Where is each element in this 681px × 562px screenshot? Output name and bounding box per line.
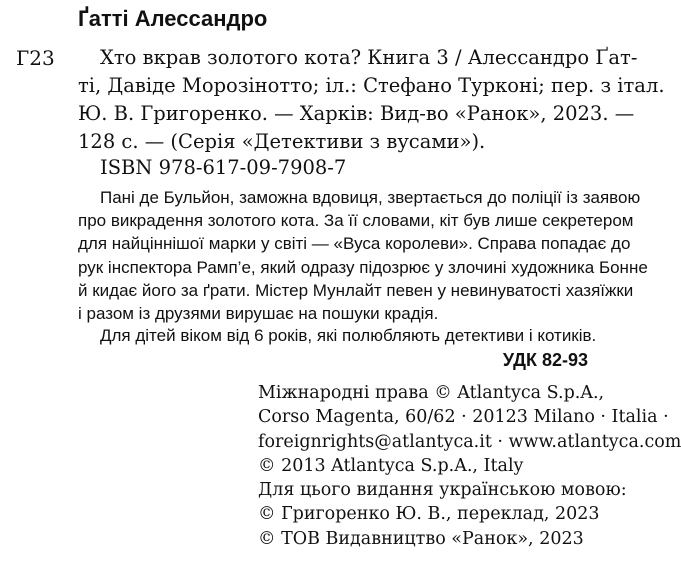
annotation-line: Пані де Бульйон, заможна вдовиця, звертається до поліції із заявою bbox=[100, 188, 641, 207]
bibliographic-line: ті, Давіде Морозінотто; іл.: Стефано Турконі; пер. з італ. bbox=[78, 74, 665, 97]
annotation-line: і разом із друзями вирушає на пошуки крадія. bbox=[78, 304, 439, 324]
rights-block bbox=[258, 381, 681, 551]
rights-line: Міжнародні права © Atlantyca S.p.A., bbox=[258, 383, 605, 403]
annotation-line: й кидає його за ґрати. Містер Мунлайт певен у невинуватості хазяїжки bbox=[78, 280, 634, 300]
annotation-line: рук інспектора Рамп’е, який одразу підозрює у злочині художника Бонне bbox=[78, 257, 648, 277]
bibliographic-line: Хто вкрав золотого кота? Книга 3 / Алессандро Ґат- bbox=[100, 46, 638, 69]
annotation bbox=[78, 186, 648, 325]
rights-line: foreignrights@atlantyca.it · www.atlantyca.com bbox=[258, 431, 681, 452]
annotation-line: про викрадення золотого кота. За її словами, кіт був лише секретером bbox=[78, 211, 634, 231]
udk-code: УДК 82-93 bbox=[502, 350, 588, 370]
rights-line: © ТОВ Видавництво «Ранок», 2023 bbox=[258, 528, 584, 549]
rights-line: Corso Magenta, 60/62 · 20123 Milano · Italia · bbox=[258, 407, 669, 428]
rights-line: Для цього видання українською мовою: bbox=[258, 480, 627, 501]
bibliographic-line: 128 с. — (Серія «Детективи з вусами»). bbox=[78, 130, 486, 153]
bibliographic-line: Ю. В. Григоренко. — Харків: Вид-во «Ранок», 2023. — bbox=[78, 102, 635, 125]
classification-code: Г23 bbox=[16, 46, 55, 70]
annotation-line: для найціннішої марки у світі — «Вуса королеви». Справа попадає до bbox=[78, 234, 631, 254]
bibliographic-description bbox=[78, 44, 665, 156]
rights-line: © 2013 Atlantyca S.p.A., Italy bbox=[258, 455, 524, 476]
isbn: ISBN 978-617-09-7908-7 bbox=[100, 156, 347, 179]
author-heading: Ґатті Алессандро bbox=[78, 6, 268, 31]
rights-line: © Григоренко Ю. В., переклад, 2023 bbox=[258, 504, 600, 525]
audience-note: Для дітей віком від 6 років, які полюбляють детективи і котиків. bbox=[100, 326, 597, 345]
